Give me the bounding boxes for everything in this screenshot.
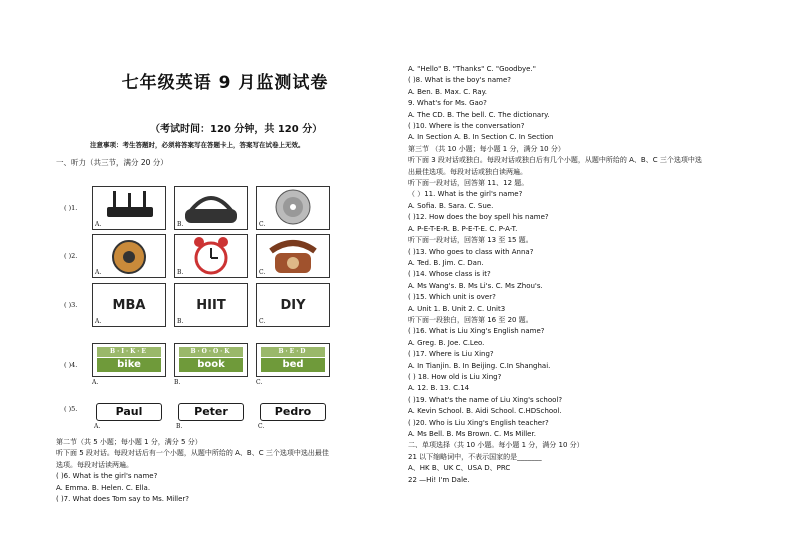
text-line: 9. What's for Ms. Gao? — [408, 99, 487, 108]
question-row-2 — [64, 234, 334, 278]
alarm-clock-icon — [174, 234, 248, 278]
exam-subtitle: （考试时间：120 分钟，共 120 分） — [150, 124, 323, 135]
option-label: B. — [177, 269, 184, 276]
word-text: HIIT — [196, 298, 226, 313]
question-row-1 — [64, 186, 334, 230]
word-text: bike — [97, 358, 161, 372]
text-line: ( )15. Which unit is over? — [408, 293, 496, 302]
word-card — [256, 283, 330, 327]
spelling-text: B·E·D — [261, 347, 325, 357]
text-line: 选项。每段对话读两遍。 — [56, 460, 133, 469]
text-line: ( ) 18. How old is Liu Xing? — [408, 372, 502, 381]
text-line: 第二节（共 5 小题；每小题 1 分，满分 5 分） — [56, 438, 202, 446]
word-card — [92, 283, 166, 327]
text-line: 听下面 5 段对话。每段对话后有一个小题，从题中所给的 A、B、C 三个选项中选出最佳 — [56, 449, 329, 458]
question-row-5 — [64, 387, 334, 431]
name-text: Paul — [96, 403, 162, 421]
spelling-card — [92, 343, 166, 377]
text-line: A. Kevin School. B. Aidi School. C.HDSchool. — [408, 407, 562, 416]
option-label: A. — [95, 221, 102, 228]
option-label: B. — [177, 318, 184, 325]
text-line: ( )19. What's the name of Liu Xing's school? — [408, 395, 563, 404]
text-line: A. Sofia. B. Sara. C. Sue. — [408, 201, 494, 210]
text-line: A. In Tianjin. B. In Beijing. C.In Shanghai. — [408, 361, 551, 370]
text-line: ( )12. How does the boy spell his name? — [408, 213, 549, 222]
text-line: A. Ms Bell. B. Ms Brown. C. Ms Miller. — [408, 430, 536, 438]
text-line: 出最佳选项。每段对话或独白读两遍。 — [408, 167, 527, 176]
text-line: A. Ben. B. Max. C. Ray. — [408, 87, 487, 96]
text-line: ( )14. Whose class is it? — [408, 270, 491, 279]
name-card — [174, 387, 248, 431]
text-line: A. Emma. B. Helen. C. Ella. — [56, 483, 151, 492]
option-label: B. — [174, 379, 181, 386]
text-line: ( )6. What is the girl's name? — [56, 472, 158, 481]
question-row-3 — [64, 283, 334, 327]
question-number: ( )3. — [64, 301, 78, 309]
name-text: Pedro — [260, 403, 326, 421]
option-label: A. — [92, 379, 99, 386]
text-line: 二、单项选择（共 10 小题。每小题 1 分，满分 10 分） — [408, 441, 584, 450]
text-line: A. 12. B. 13. C.14 — [408, 384, 470, 393]
name-text: Peter — [178, 403, 244, 421]
text-line: （ ）11. What is the girl's name? — [408, 190, 523, 199]
option-label: C. — [259, 269, 266, 276]
text-line: 听下面一段对话，回答第 13 至 15 题。 — [408, 236, 533, 245]
section-heading-listening: 一、听力（共三节，满分 20 分） — [56, 158, 168, 167]
router-icon — [92, 186, 166, 230]
text-line: ( )13. Who goes to class with Anna? — [408, 247, 534, 256]
text-line: A. Ted. B. Jim. C. Dan. — [408, 258, 484, 267]
text-line: A. Greg. B. Joe. C.Leo. — [408, 338, 485, 347]
name-card — [256, 387, 330, 431]
text-line: ( )8. What is the boy's name? — [408, 76, 511, 85]
cd-disc-icon — [256, 186, 330, 230]
word-text: bed — [261, 358, 325, 372]
text-line: 22 —Hi! I'm Dale. — [408, 475, 470, 484]
text-line: 听下面一段对话，回答第 11、12 题。 — [408, 179, 529, 188]
text-line: ( )16. What is Liu Xing's English name? — [408, 327, 545, 336]
bell-icon — [92, 234, 166, 278]
option-label: C. — [259, 221, 266, 228]
text-line: 听下面一段独白，回答第 16 至 20 题。 — [408, 315, 533, 324]
word-text: MBA — [112, 298, 146, 313]
text-line: ( )17. Where is Liu Xing? — [408, 350, 494, 359]
question-row-4 — [64, 343, 334, 387]
name-card — [92, 387, 166, 431]
text-line: ( )7. What does Tom say to Ms. Miller? — [56, 495, 189, 504]
question-number: ( )1. — [64, 204, 78, 212]
telephone-icon — [256, 234, 330, 278]
spelling-text: B·O·O·K — [179, 347, 243, 357]
left-text-block — [56, 437, 381, 505]
option-label: B. — [177, 221, 184, 228]
headphones-icon — [174, 186, 248, 230]
spelling-card — [256, 343, 330, 377]
text-line: ( )10. Where is the conversation? — [408, 122, 525, 131]
text-line: A. P-E-T-E-R. B. P-E-T-E. C. P-A-T. — [408, 224, 518, 233]
question-number: ( )2. — [64, 252, 78, 260]
option-label: A. — [95, 318, 102, 325]
text-line: A、HK B、UK C、USA D、PRC — [408, 464, 511, 473]
question-number: ( )4. — [64, 361, 78, 369]
option-label: C. — [259, 318, 266, 325]
word-text: book — [179, 358, 243, 372]
option-label: C. — [256, 379, 263, 386]
spelling-card — [174, 343, 248, 377]
spelling-text: B·I·K·E — [97, 347, 161, 357]
text-line: A. Ms Wang's. B. Ms Li's. C. Ms Zhou's. — [408, 281, 543, 290]
exam-notice: 注意事项：考生答题时，必须将答案写在答题卡上，答案写在试卷上无效。 — [90, 141, 305, 149]
option-label: B. — [176, 423, 183, 430]
word-card — [174, 283, 248, 327]
text-line: A. In Section A. B. In Section C. In Section — [408, 133, 554, 142]
option-label: A. — [95, 269, 102, 276]
word-text: DIY — [280, 298, 306, 313]
text-line: A. "Hello" B. "Thanks" C. "Goodbye." — [408, 65, 536, 73]
option-label: A. — [94, 423, 101, 430]
text-line: 听下面 3 段对话或独白。每段对话或独白后有几个小题，从题中所给的 A、B、C 三个选项中选 — [408, 156, 702, 165]
right-text-block — [408, 64, 788, 486]
question-number: ( )5. — [64, 405, 78, 413]
text-line: A. Unit 1. B. Unit 2. C. Unit3 — [408, 304, 506, 313]
exam-title: 七年级英语 9 月监测试卷 — [121, 73, 329, 93]
option-label: C. — [258, 423, 265, 430]
text-line: 第三节 （共 10 小题；每小题 1 分，满分 10 分） — [408, 144, 565, 153]
text-line: A. The CD. B. The bell. C. The dictionary. — [408, 110, 550, 119]
text-line: ( )20. Who is Liu Xing's English teacher? — [408, 418, 549, 427]
text-line: 21 以下缩略词中，不表示国家的是_______ — [408, 452, 542, 461]
